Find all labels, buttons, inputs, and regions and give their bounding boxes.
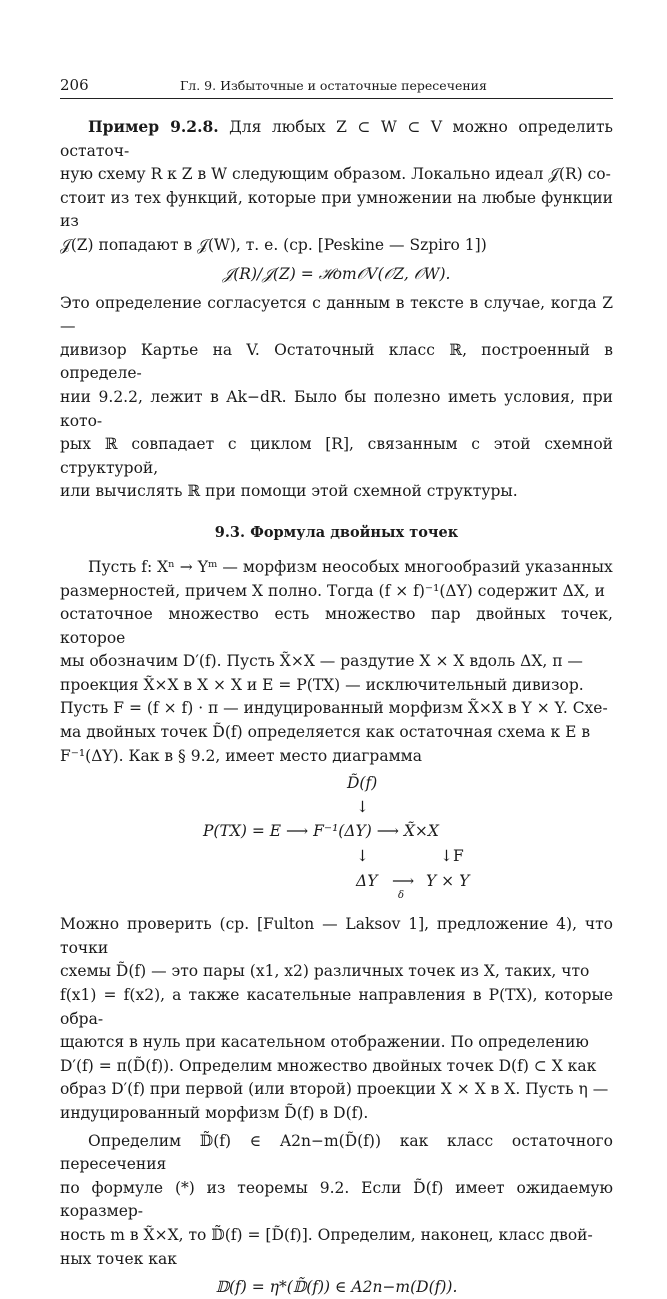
text-line: ность m в X̃×X, то 𝔻̃(f) = [D̃(f)]. Определим, наконец, класс двой-: [60, 1225, 593, 1244]
diagram-top-node: D̃(f): [347, 774, 378, 793]
text-line: дивизор Картье на V. Остаточный класс ℝ, построенный в определе-: [60, 340, 613, 383]
diagram-delta-y: ΔY: [356, 872, 378, 891]
text-line: Можно проверить (ср. [Fulton — Laksov 1], предложение 4), что точки: [60, 915, 613, 957]
text-line: рых ℝ совпадает с циклом [R], связанным с этой схемной структурой,: [60, 435, 613, 477]
diagram-arrow: ↓: [356, 798, 369, 817]
chapter-title: Гл. 9. Избыточные и остаточные пересечения: [180, 78, 487, 93]
text-line: ма двойных точек D̃(f) определяется как остаточная схема к E в: [60, 723, 591, 742]
diagram-arrow-delta: ⟶: [392, 872, 415, 891]
example-line-text: Для любых Z ⊂ W ⊂ V можно определить остаточ-: [60, 118, 613, 160]
example-line: [60, 115, 613, 163]
example-line: ную схему R к Z в W следующим образом. Локально идеал 𝒥(R) со-: [60, 165, 611, 184]
text-line: размерностей, причем X полно. Тогда (f × f)⁻¹(ΔY) содержит ΔX, и: [60, 581, 605, 600]
text-line: по формуле (*) из теоремы 9.2. Если D̃(f) имеет ожидаемую коразмер-: [60, 1178, 613, 1221]
text-line: Пусть f: Xⁿ → Yᵐ — морфизм неособых многообразий указанных: [88, 557, 613, 576]
example-line: 𝒥(Z) попадают в 𝒥(W), т. е. (ср. [Peskine — Szpiro 1]): [60, 235, 487, 254]
commutative-diagram: [60, 768, 613, 913]
page-number: 206: [60, 76, 89, 94]
text-line: мы обозначим D′(f). Пусть X̃×X — раздутие X × X вдоль ΔX, π —: [60, 652, 583, 671]
text-line: Пусть F = (f × f) · π — индуцированный морфизм X̃×X в Y × Y. Схе-: [60, 699, 608, 718]
diagram-arrow: ↓: [356, 847, 369, 866]
example-label: Пример 9.2.8.: [88, 117, 219, 136]
example-line: стоит из тех функций, которые при умножении на любые функции из: [60, 188, 613, 231]
running-head: [60, 76, 613, 99]
text-line: остаточное множество есть множество пар двойных точек, которое: [60, 605, 613, 647]
diagram-arrow-F: ↓F: [440, 847, 464, 866]
text-line: или вычислять ℝ при помощи этой схемной структуры.: [60, 482, 518, 501]
text-line: ных точек как: [60, 1249, 177, 1268]
text-line: f(x1) = f(x2), а также касательные направления в P(TX), которые обра-: [60, 986, 613, 1028]
text-line: индуцированный морфизм D̃(f) в D(f).: [60, 1104, 369, 1122]
formula-double-point-class: 𝔻(f) = η*(𝔻̃(f)) ∈ A2n−m(D(f)).: [215, 1278, 458, 1297]
text-line: Это определение согласуется с данным в тексте в случае, когда Z —: [60, 293, 613, 336]
text-line: нии 9.2.2, лежит в Ak−dR. Было бы полезно иметь условия, при кото-: [60, 387, 613, 430]
text-line: D′(f) = π(D̃(f)). Определим множество двойных точек D(f) ⊂ X как: [60, 1056, 597, 1075]
diagram-middle-row: P(TX) = E ⟶ F⁻¹(ΔY) ⟶ X̃×X: [203, 822, 439, 841]
diagram-delta-label: δ: [398, 890, 405, 902]
formula-ideal-quotient: 𝒥(R)/𝒥(Z) = ℋom𝒪V(𝒪Z, 𝒪W).: [222, 264, 451, 283]
diagram-y-times-y: Y × Y: [426, 872, 470, 891]
text-line: схемы D̃(f) — это пары (x1, x2) различных точек из X, таких, что: [60, 962, 590, 981]
text-line: щаются в нуль при касательном отображении. По определению: [60, 1033, 589, 1052]
text-line: проекция X̃×X в X × X и E = P(TX) — исключительный дивизор.: [60, 675, 584, 694]
text-line: образ D′(f) при первой (или второй) проекции X × X в X. Пусть η —: [60, 1080, 609, 1099]
book-page: [60, 76, 613, 1299]
section-heading: 9.3. Формула двойных точек: [214, 523, 459, 541]
text-line: Определим 𝔻̃(f) ∈ A2n−m(D̃(f)) как класс остаточного пересечения: [60, 1131, 613, 1174]
text-line: F⁻¹(ΔY). Как в § 9.2, имеет место диаграмма: [60, 746, 422, 765]
